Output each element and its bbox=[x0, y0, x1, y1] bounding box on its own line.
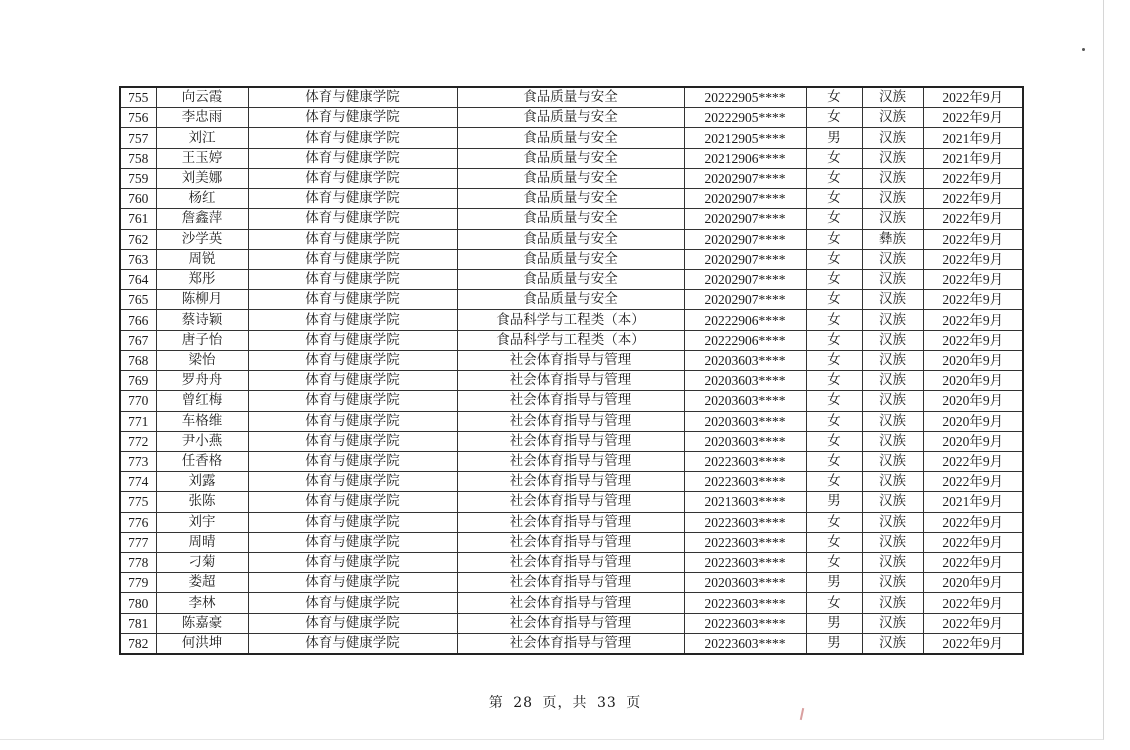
college-cell: 体育与健康学院 bbox=[248, 633, 457, 654]
gender-cell: 女 bbox=[806, 148, 862, 168]
student-id-cell: 20222906**** bbox=[684, 310, 806, 330]
row-number-cell: 760 bbox=[120, 189, 156, 209]
enrollment-date-cell: 2022年9月 bbox=[923, 249, 1023, 269]
gender-cell: 女 bbox=[806, 451, 862, 471]
enrollment-date-cell: 2021年9月 bbox=[923, 128, 1023, 148]
ethnicity-cell: 汉族 bbox=[862, 371, 923, 391]
college-cell: 体育与健康学院 bbox=[248, 553, 457, 573]
enrollment-date-cell: 2022年9月 bbox=[923, 168, 1023, 188]
college-cell: 体育与健康学院 bbox=[248, 350, 457, 370]
row-number-cell: 772 bbox=[120, 431, 156, 451]
name-cell: 詹鑫萍 bbox=[156, 209, 248, 229]
major-cell: 食品科学与工程类（本） bbox=[457, 310, 684, 330]
enrollment-date-cell: 2022年9月 bbox=[923, 269, 1023, 289]
table-row bbox=[120, 209, 1023, 229]
ethnicity-cell: 汉族 bbox=[862, 209, 923, 229]
enrollment-date-cell: 2020年9月 bbox=[923, 350, 1023, 370]
name-cell: 曾红梅 bbox=[156, 391, 248, 411]
college-cell: 体育与健康学院 bbox=[248, 189, 457, 209]
major-cell: 食品质量与安全 bbox=[457, 128, 684, 148]
college-cell: 体育与健康学院 bbox=[248, 168, 457, 188]
row-number-cell: 778 bbox=[120, 553, 156, 573]
row-number-cell: 761 bbox=[120, 209, 156, 229]
name-cell: 娄超 bbox=[156, 573, 248, 593]
ethnicity-cell: 汉族 bbox=[862, 189, 923, 209]
enrollment-date-cell: 2022年9月 bbox=[923, 593, 1023, 613]
table-row bbox=[120, 87, 1023, 108]
name-cell: 周晴 bbox=[156, 532, 248, 552]
row-number-cell: 776 bbox=[120, 512, 156, 532]
name-cell: 王玉婷 bbox=[156, 148, 248, 168]
row-number-cell: 766 bbox=[120, 310, 156, 330]
ethnicity-cell: 汉族 bbox=[862, 451, 923, 471]
enrollment-date-cell: 2020年9月 bbox=[923, 431, 1023, 451]
gender-cell: 女 bbox=[806, 310, 862, 330]
name-cell: 向云霞 bbox=[156, 87, 248, 108]
college-cell: 体育与健康学院 bbox=[248, 411, 457, 431]
major-cell: 社会体育指导与管理 bbox=[457, 593, 684, 613]
college-cell: 体育与健康学院 bbox=[248, 573, 457, 593]
table-row bbox=[120, 290, 1023, 310]
footer-page-suffix: 页，共 bbox=[542, 695, 588, 711]
gender-cell: 女 bbox=[806, 472, 862, 492]
student-id-cell: 20223603**** bbox=[684, 593, 806, 613]
ethnicity-cell: 汉族 bbox=[862, 290, 923, 310]
table-row bbox=[120, 330, 1023, 350]
enrollment-date-cell: 2022年9月 bbox=[923, 512, 1023, 532]
college-cell: 体育与健康学院 bbox=[248, 391, 457, 411]
ethnicity-cell: 汉族 bbox=[862, 108, 923, 128]
college-cell: 体育与健康学院 bbox=[248, 128, 457, 148]
major-cell: 社会体育指导与管理 bbox=[457, 431, 684, 451]
student-id-cell: 20202907**** bbox=[684, 249, 806, 269]
student-id-cell: 20222905**** bbox=[684, 108, 806, 128]
ethnicity-cell: 汉族 bbox=[862, 512, 923, 532]
gender-cell: 女 bbox=[806, 189, 862, 209]
major-cell: 食品质量与安全 bbox=[457, 269, 684, 289]
enrollment-date-cell: 2022年9月 bbox=[923, 229, 1023, 249]
name-cell: 罗舟舟 bbox=[156, 371, 248, 391]
college-cell: 体育与健康学院 bbox=[248, 512, 457, 532]
ethnicity-cell: 汉族 bbox=[862, 330, 923, 350]
major-cell: 社会体育指导与管理 bbox=[457, 451, 684, 471]
table-row bbox=[120, 593, 1023, 613]
gender-cell: 女 bbox=[806, 168, 862, 188]
footer-prefix: 第 bbox=[488, 695, 504, 711]
table-row bbox=[120, 553, 1023, 573]
gender-cell: 女 bbox=[806, 209, 862, 229]
ethnicity-cell: 汉族 bbox=[862, 411, 923, 431]
ethnicity-cell: 汉族 bbox=[862, 613, 923, 633]
student-id-cell: 20223603**** bbox=[684, 633, 806, 654]
footer-total-pages: 33 bbox=[596, 695, 617, 711]
table-row bbox=[120, 148, 1023, 168]
enrollment-date-cell: 2020年9月 bbox=[923, 411, 1023, 431]
gender-cell: 女 bbox=[806, 350, 862, 370]
name-cell: 何洪坤 bbox=[156, 633, 248, 654]
row-number-cell: 781 bbox=[120, 613, 156, 633]
table-row bbox=[120, 492, 1023, 512]
major-cell: 社会体育指导与管理 bbox=[457, 613, 684, 633]
gender-cell: 男 bbox=[806, 128, 862, 148]
name-cell: 杨红 bbox=[156, 189, 248, 209]
ethnicity-cell: 汉族 bbox=[862, 633, 923, 654]
table-row bbox=[120, 350, 1023, 370]
major-cell: 社会体育指导与管理 bbox=[457, 532, 684, 552]
table-row bbox=[120, 613, 1023, 633]
major-cell: 社会体育指导与管理 bbox=[457, 391, 684, 411]
enrollment-date-cell: 2022年9月 bbox=[923, 209, 1023, 229]
student-id-cell: 20223603**** bbox=[684, 613, 806, 633]
student-id-cell: 20222905**** bbox=[684, 87, 806, 108]
name-cell: 刘江 bbox=[156, 128, 248, 148]
row-number-cell: 759 bbox=[120, 168, 156, 188]
major-cell: 社会体育指导与管理 bbox=[457, 350, 684, 370]
name-cell: 梁怡 bbox=[156, 350, 248, 370]
college-cell: 体育与健康学院 bbox=[248, 431, 457, 451]
table-row bbox=[120, 512, 1023, 532]
enrollment-date-cell: 2022年9月 bbox=[923, 330, 1023, 350]
student-id-cell: 20202907**** bbox=[684, 229, 806, 249]
major-cell: 社会体育指导与管理 bbox=[457, 512, 684, 532]
row-number-cell: 768 bbox=[120, 350, 156, 370]
table-row bbox=[120, 573, 1023, 593]
row-number-cell: 757 bbox=[120, 128, 156, 148]
ethnicity-cell: 汉族 bbox=[862, 492, 923, 512]
row-number-cell: 756 bbox=[120, 108, 156, 128]
gender-cell: 女 bbox=[806, 411, 862, 431]
college-cell: 体育与健康学院 bbox=[248, 371, 457, 391]
ethnicity-cell: 汉族 bbox=[862, 310, 923, 330]
major-cell: 食品质量与安全 bbox=[457, 229, 684, 249]
ethnicity-cell: 汉族 bbox=[862, 593, 923, 613]
major-cell: 社会体育指导与管理 bbox=[457, 633, 684, 654]
row-number-cell: 779 bbox=[120, 573, 156, 593]
name-cell: 刘美娜 bbox=[156, 168, 248, 188]
enrollment-date-cell: 2021年9月 bbox=[923, 492, 1023, 512]
row-number-cell: 782 bbox=[120, 633, 156, 654]
ethnicity-cell: 汉族 bbox=[862, 249, 923, 269]
enrollment-date-cell: 2022年9月 bbox=[923, 472, 1023, 492]
enrollment-date-cell: 2021年9月 bbox=[923, 148, 1023, 168]
college-cell: 体育与健康学院 bbox=[248, 249, 457, 269]
row-number-cell: 775 bbox=[120, 492, 156, 512]
gender-cell: 女 bbox=[806, 249, 862, 269]
row-number-cell: 777 bbox=[120, 532, 156, 552]
ethnicity-cell: 汉族 bbox=[862, 269, 923, 289]
table-row bbox=[120, 633, 1023, 654]
name-cell: 郑彤 bbox=[156, 269, 248, 289]
enrollment-date-cell: 2020年9月 bbox=[923, 371, 1023, 391]
name-cell: 任香格 bbox=[156, 451, 248, 471]
row-number-cell: 769 bbox=[120, 371, 156, 391]
ethnicity-cell: 汉族 bbox=[862, 128, 923, 148]
name-cell: 李忠雨 bbox=[156, 108, 248, 128]
college-cell: 体育与健康学院 bbox=[248, 451, 457, 471]
enrollment-date-cell: 2020年9月 bbox=[923, 573, 1023, 593]
row-number-cell: 755 bbox=[120, 87, 156, 108]
gender-cell: 女 bbox=[806, 391, 862, 411]
student-id-cell: 20223603**** bbox=[684, 512, 806, 532]
major-cell: 食品质量与安全 bbox=[457, 189, 684, 209]
ethnicity-cell: 汉族 bbox=[862, 87, 923, 108]
table-row bbox=[120, 108, 1023, 128]
college-cell: 体育与健康学院 bbox=[248, 209, 457, 229]
enrollment-date-cell: 2022年9月 bbox=[923, 613, 1023, 633]
enrollment-date-cell: 2022年9月 bbox=[923, 290, 1023, 310]
table-row bbox=[120, 189, 1023, 209]
college-cell: 体育与健康学院 bbox=[248, 148, 457, 168]
table-row bbox=[120, 532, 1023, 552]
major-cell: 社会体育指导与管理 bbox=[457, 492, 684, 512]
student-id-cell: 20202907**** bbox=[684, 269, 806, 289]
name-cell: 尹小燕 bbox=[156, 431, 248, 451]
table-row bbox=[120, 472, 1023, 492]
name-cell: 车格维 bbox=[156, 411, 248, 431]
gender-cell: 女 bbox=[806, 512, 862, 532]
ethnicity-cell: 汉族 bbox=[862, 391, 923, 411]
name-cell: 刘露 bbox=[156, 472, 248, 492]
enrollment-date-cell: 2022年9月 bbox=[923, 553, 1023, 573]
college-cell: 体育与健康学院 bbox=[248, 87, 457, 108]
enrollment-date-cell: 2022年9月 bbox=[923, 633, 1023, 654]
major-cell: 食品质量与安全 bbox=[457, 87, 684, 108]
name-cell: 唐子怡 bbox=[156, 330, 248, 350]
enrollment-date-cell: 2022年9月 bbox=[923, 87, 1023, 108]
enrollment-date-cell: 2022年9月 bbox=[923, 108, 1023, 128]
college-cell: 体育与健康学院 bbox=[248, 310, 457, 330]
college-cell: 体育与健康学院 bbox=[248, 330, 457, 350]
table-row bbox=[120, 128, 1023, 148]
major-cell: 社会体育指导与管理 bbox=[457, 553, 684, 573]
name-cell: 周锐 bbox=[156, 249, 248, 269]
student-id-cell: 20203603**** bbox=[684, 573, 806, 593]
ethnicity-cell: 汉族 bbox=[862, 350, 923, 370]
gender-cell: 女 bbox=[806, 553, 862, 573]
college-cell: 体育与健康学院 bbox=[248, 108, 457, 128]
roster-body bbox=[120, 87, 1023, 654]
row-number-cell: 773 bbox=[120, 451, 156, 471]
ethnicity-cell: 汉族 bbox=[862, 148, 923, 168]
student-id-cell: 20203603**** bbox=[684, 371, 806, 391]
student-id-cell: 20203603**** bbox=[684, 350, 806, 370]
student-id-cell: 20223603**** bbox=[684, 472, 806, 492]
gender-cell: 女 bbox=[806, 108, 862, 128]
college-cell: 体育与健康学院 bbox=[248, 269, 457, 289]
gender-cell: 女 bbox=[806, 269, 862, 289]
gender-cell: 女 bbox=[806, 290, 862, 310]
row-number-cell: 780 bbox=[120, 593, 156, 613]
ethnicity-cell: 汉族 bbox=[862, 472, 923, 492]
row-number-cell: 774 bbox=[120, 472, 156, 492]
gender-cell: 女 bbox=[806, 431, 862, 451]
row-number-cell: 758 bbox=[120, 148, 156, 168]
gender-cell: 女 bbox=[806, 371, 862, 391]
gender-cell: 男 bbox=[806, 613, 862, 633]
row-number-cell: 763 bbox=[120, 249, 156, 269]
gender-cell: 女 bbox=[806, 87, 862, 108]
page-footer bbox=[0, 692, 1130, 712]
gender-cell: 男 bbox=[806, 633, 862, 654]
major-cell: 食品质量与安全 bbox=[457, 290, 684, 310]
major-cell: 食品质量与安全 bbox=[457, 148, 684, 168]
name-cell: 陈嘉豪 bbox=[156, 613, 248, 633]
enrollment-date-cell: 2022年9月 bbox=[923, 310, 1023, 330]
student-id-cell: 20222906**** bbox=[684, 330, 806, 350]
table-row bbox=[120, 371, 1023, 391]
student-id-cell: 20212906**** bbox=[684, 148, 806, 168]
name-cell: 刘宇 bbox=[156, 512, 248, 532]
ethnicity-cell: 彝族 bbox=[862, 229, 923, 249]
major-cell: 食品质量与安全 bbox=[457, 168, 684, 188]
table-row bbox=[120, 249, 1023, 269]
gender-cell: 男 bbox=[806, 573, 862, 593]
ethnicity-cell: 汉族 bbox=[862, 573, 923, 593]
table-row bbox=[120, 451, 1023, 471]
student-id-cell: 20202907**** bbox=[684, 290, 806, 310]
student-id-cell: 20223603**** bbox=[684, 532, 806, 552]
name-cell: 李林 bbox=[156, 593, 248, 613]
college-cell: 体育与健康学院 bbox=[248, 472, 457, 492]
row-number-cell: 767 bbox=[120, 330, 156, 350]
table-row bbox=[120, 391, 1023, 411]
major-cell: 食品质量与安全 bbox=[457, 108, 684, 128]
college-cell: 体育与健康学院 bbox=[248, 593, 457, 613]
name-cell: 陈柳月 bbox=[156, 290, 248, 310]
gender-cell: 男 bbox=[806, 492, 862, 512]
enrollment-date-cell: 2022年9月 bbox=[923, 532, 1023, 552]
college-cell: 体育与健康学院 bbox=[248, 290, 457, 310]
table-row bbox=[120, 431, 1023, 451]
student-id-cell: 20223603**** bbox=[684, 553, 806, 573]
student-id-cell: 20202907**** bbox=[684, 168, 806, 188]
major-cell: 社会体育指导与管理 bbox=[457, 371, 684, 391]
footer-total-suffix: 页 bbox=[626, 695, 642, 711]
row-number-cell: 765 bbox=[120, 290, 156, 310]
student-id-cell: 20202907**** bbox=[684, 209, 806, 229]
table-row bbox=[120, 168, 1023, 188]
major-cell: 食品质量与安全 bbox=[457, 209, 684, 229]
gender-cell: 女 bbox=[806, 229, 862, 249]
name-cell: 沙学英 bbox=[156, 229, 248, 249]
enrollment-date-cell: 2022年9月 bbox=[923, 451, 1023, 471]
row-number-cell: 770 bbox=[120, 391, 156, 411]
gender-cell: 女 bbox=[806, 330, 862, 350]
major-cell: 食品科学与工程类（本） bbox=[457, 330, 684, 350]
student-id-cell: 20212905**** bbox=[684, 128, 806, 148]
student-roster-table bbox=[119, 86, 1024, 655]
row-number-cell: 762 bbox=[120, 229, 156, 249]
student-id-cell: 20223603**** bbox=[684, 451, 806, 471]
table-row bbox=[120, 411, 1023, 431]
college-cell: 体育与健康学院 bbox=[248, 492, 457, 512]
row-number-cell: 771 bbox=[120, 411, 156, 431]
name-cell: 蔡诗颖 bbox=[156, 310, 248, 330]
scan-speck bbox=[1082, 48, 1085, 51]
student-id-cell: 20203603**** bbox=[684, 431, 806, 451]
major-cell: 社会体育指导与管理 bbox=[457, 411, 684, 431]
college-cell: 体育与健康学院 bbox=[248, 229, 457, 249]
name-cell: 刁菊 bbox=[156, 553, 248, 573]
ethnicity-cell: 汉族 bbox=[862, 168, 923, 188]
ethnicity-cell: 汉族 bbox=[862, 532, 923, 552]
college-cell: 体育与健康学院 bbox=[248, 532, 457, 552]
gender-cell: 女 bbox=[806, 593, 862, 613]
college-cell: 体育与健康学院 bbox=[248, 613, 457, 633]
row-number-cell: 764 bbox=[120, 269, 156, 289]
enrollment-date-cell: 2022年9月 bbox=[923, 189, 1023, 209]
ethnicity-cell: 汉族 bbox=[862, 553, 923, 573]
ethnicity-cell: 汉族 bbox=[862, 431, 923, 451]
student-id-cell: 20203603**** bbox=[684, 411, 806, 431]
table-row bbox=[120, 310, 1023, 330]
enrollment-date-cell: 2020年9月 bbox=[923, 391, 1023, 411]
major-cell: 社会体育指导与管理 bbox=[457, 472, 684, 492]
student-id-cell: 20203603**** bbox=[684, 391, 806, 411]
student-id-cell: 20213603**** bbox=[684, 492, 806, 512]
gender-cell: 女 bbox=[806, 532, 862, 552]
major-cell: 社会体育指导与管理 bbox=[457, 573, 684, 593]
table-row bbox=[120, 269, 1023, 289]
name-cell: 张陈 bbox=[156, 492, 248, 512]
table-row bbox=[120, 229, 1023, 249]
student-id-cell: 20202907**** bbox=[684, 189, 806, 209]
footer-page-number: 28 bbox=[513, 695, 534, 711]
major-cell: 食品质量与安全 bbox=[457, 249, 684, 269]
